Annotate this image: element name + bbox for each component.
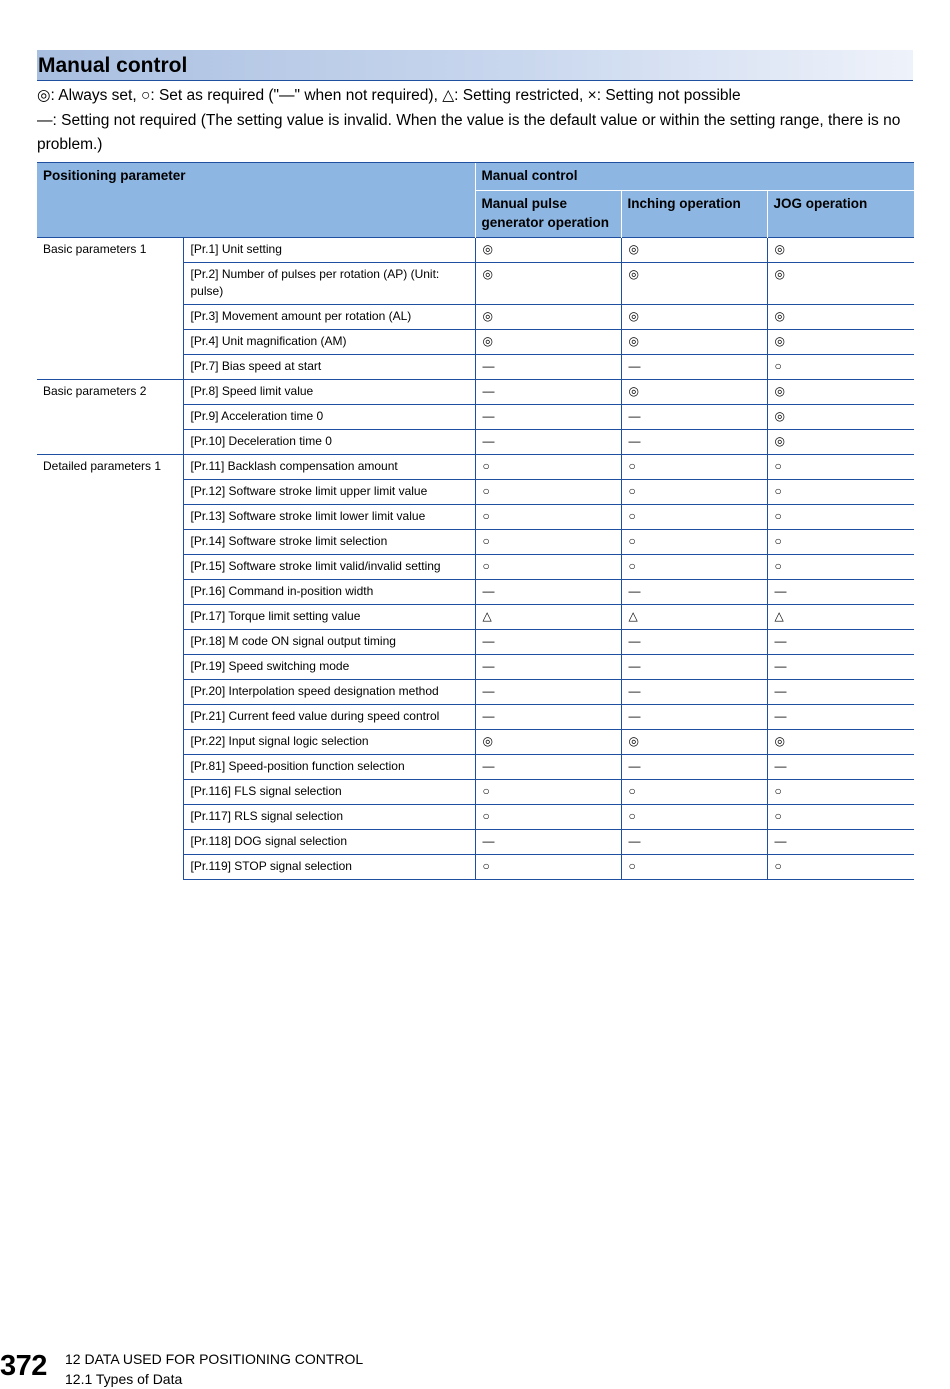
setting-symbol: △ (767, 604, 914, 629)
parameter-name: [Pr.17] Torque limit setting value (183, 604, 475, 629)
setting-symbol: ◎ (621, 729, 767, 754)
header-manual-pulse-generator-operation: Manual pulse generator operation (475, 190, 621, 237)
parameter-name: [Pr.18] M code ON signal output timing (183, 629, 475, 654)
setting-symbol: ○ (621, 554, 767, 579)
parameter-name: [Pr.16] Command in-position width (183, 579, 475, 604)
setting-symbol: — (621, 429, 767, 454)
parameter-name: [Pr.22] Input signal logic selection (183, 729, 475, 754)
parameter-name: [Pr.119] STOP signal selection (183, 854, 475, 879)
setting-symbol: ○ (767, 454, 914, 479)
footer-chapter: 12 DATA USED FOR POSITIONING CONTROL (65, 1351, 364, 1367)
parameter-name: [Pr.2] Number of pulses per rotation (AP) (Unit: pulse) (183, 262, 475, 304)
setting-symbol: ○ (767, 504, 914, 529)
parameter-name: [Pr.20] Interpolation speed designation method (183, 679, 475, 704)
setting-symbol: ○ (475, 854, 621, 879)
setting-symbol: ◎ (475, 329, 621, 354)
setting-symbol: ◎ (475, 262, 621, 304)
setting-symbol: — (621, 704, 767, 729)
legend-line-2: —: Setting not required (The setting value is invalid. When the value is the default value or within the setting range, there is no problem.) (37, 111, 901, 153)
header-manual-control: Manual control (475, 163, 914, 191)
parameter-name: [Pr.10] Deceleration time 0 (183, 429, 475, 454)
setting-symbol: ○ (475, 529, 621, 554)
setting-symbol: — (475, 704, 621, 729)
setting-symbol: — (475, 379, 621, 404)
setting-symbol: ◎ (621, 237, 767, 262)
header-jog-operation: JOG operation (767, 190, 914, 237)
setting-symbol: ○ (475, 804, 621, 829)
setting-symbol: — (475, 754, 621, 779)
setting-symbol: ○ (621, 854, 767, 879)
setting-symbol: ○ (767, 854, 914, 879)
parameter-name: [Pr.7] Bias speed at start (183, 354, 475, 379)
setting-symbol: ◎ (621, 329, 767, 354)
setting-symbol: ◎ (621, 379, 767, 404)
page-footer (65, 1349, 363, 1389)
setting-symbol: ◎ (475, 729, 621, 754)
setting-symbol: ◎ (767, 729, 914, 754)
parameter-name: [Pr.21] Current feed value during speed control (183, 704, 475, 729)
setting-symbol: — (475, 654, 621, 679)
setting-symbol: — (767, 704, 914, 729)
setting-symbol: — (621, 579, 767, 604)
setting-symbol: ○ (475, 479, 621, 504)
parameter-group-label: Basic parameters 1 (37, 237, 183, 379)
parameter-name: [Pr.14] Software stroke limit selection (183, 529, 475, 554)
setting-symbol: ○ (621, 504, 767, 529)
setting-symbol: — (621, 679, 767, 704)
setting-symbol: ○ (475, 454, 621, 479)
setting-symbol: ○ (767, 779, 914, 804)
setting-symbol: ◎ (767, 429, 914, 454)
setting-symbol: — (475, 579, 621, 604)
parameter-name: [Pr.11] Backlash compensation amount (183, 454, 475, 479)
setting-symbol: — (767, 754, 914, 779)
section-title: Manual control (38, 54, 188, 77)
setting-symbol: △ (475, 604, 621, 629)
parameter-name: [Pr.3] Movement amount per rotation (AL) (183, 304, 475, 329)
manual-control-parameter-table (37, 162, 914, 880)
setting-symbol: ○ (475, 504, 621, 529)
parameter-name: [Pr.118] DOG signal selection (183, 829, 475, 854)
setting-symbol: ○ (475, 779, 621, 804)
setting-symbol: △ (621, 604, 767, 629)
setting-symbol: ◎ (767, 379, 914, 404)
setting-symbol: ◎ (767, 329, 914, 354)
setting-symbol: — (621, 829, 767, 854)
setting-symbol: — (767, 654, 914, 679)
parameter-name: [Pr.13] Software stroke limit lower limit value (183, 504, 475, 529)
parameter-name: [Pr.81] Speed-position function selection (183, 754, 475, 779)
section-title-bar (37, 50, 913, 81)
setting-symbol: ○ (767, 479, 914, 504)
setting-symbol: ○ (621, 479, 767, 504)
setting-symbol: — (621, 629, 767, 654)
parameter-name: [Pr.117] RLS signal selection (183, 804, 475, 829)
setting-symbol: — (475, 829, 621, 854)
parameter-group-label: Detailed parameters 1 (37, 454, 183, 879)
symbol-legend (37, 84, 917, 158)
table-row (37, 454, 914, 479)
parameter-name: [Pr.4] Unit magnification (AM) (183, 329, 475, 354)
table-row (37, 237, 914, 262)
setting-symbol: ◎ (767, 262, 914, 304)
setting-symbol: ○ (621, 804, 767, 829)
parameter-name: [Pr.9] Acceleration time 0 (183, 404, 475, 429)
setting-symbol: ○ (475, 554, 621, 579)
setting-symbol: — (767, 579, 914, 604)
setting-symbol: ◎ (767, 304, 914, 329)
setting-symbol: ○ (621, 779, 767, 804)
setting-symbol: ○ (767, 554, 914, 579)
parameter-name: [Pr.15] Software stroke limit valid/invalid setting (183, 554, 475, 579)
parameter-name: [Pr.8] Speed limit value (183, 379, 475, 404)
setting-symbol: ○ (767, 529, 914, 554)
setting-symbol: ◎ (475, 237, 621, 262)
setting-symbol: — (475, 429, 621, 454)
setting-symbol: — (621, 654, 767, 679)
setting-symbol: — (475, 404, 621, 429)
footer-section: 12.1 Types of Data (65, 1371, 183, 1387)
setting-symbol: — (475, 679, 621, 704)
setting-symbol: — (475, 629, 621, 654)
setting-symbol: ◎ (621, 262, 767, 304)
parameter-name: [Pr.1] Unit setting (183, 237, 475, 262)
parameter-name: [Pr.19] Speed switching mode (183, 654, 475, 679)
header-positioning-parameter: Positioning parameter (37, 163, 475, 238)
setting-symbol: — (475, 354, 621, 379)
page-number: 372 (0, 1350, 47, 1382)
setting-symbol: — (621, 754, 767, 779)
setting-symbol: — (621, 354, 767, 379)
setting-symbol: — (767, 629, 914, 654)
parameter-name: [Pr.12] Software stroke limit upper limit value (183, 479, 475, 504)
parameter-group-label: Basic parameters 2 (37, 379, 183, 454)
setting-symbol: ○ (767, 804, 914, 829)
parameter-name: [Pr.116] FLS signal selection (183, 779, 475, 804)
table-row (37, 379, 914, 404)
setting-symbol: — (767, 679, 914, 704)
legend-line-1: ◎: Always set, ○: Set as required ("—" when not required), △: Setting restricted, ×: Setting not possible (37, 87, 741, 104)
setting-symbol: — (767, 829, 914, 854)
table-body (37, 237, 914, 879)
setting-symbol: ◎ (475, 304, 621, 329)
setting-symbol: ◎ (767, 237, 914, 262)
setting-symbol: ○ (621, 454, 767, 479)
setting-symbol: ◎ (767, 404, 914, 429)
setting-symbol: ○ (621, 529, 767, 554)
setting-symbol: — (621, 404, 767, 429)
setting-symbol: ◎ (621, 304, 767, 329)
setting-symbol: ○ (767, 354, 914, 379)
header-inching-operation: Inching operation (621, 190, 767, 237)
